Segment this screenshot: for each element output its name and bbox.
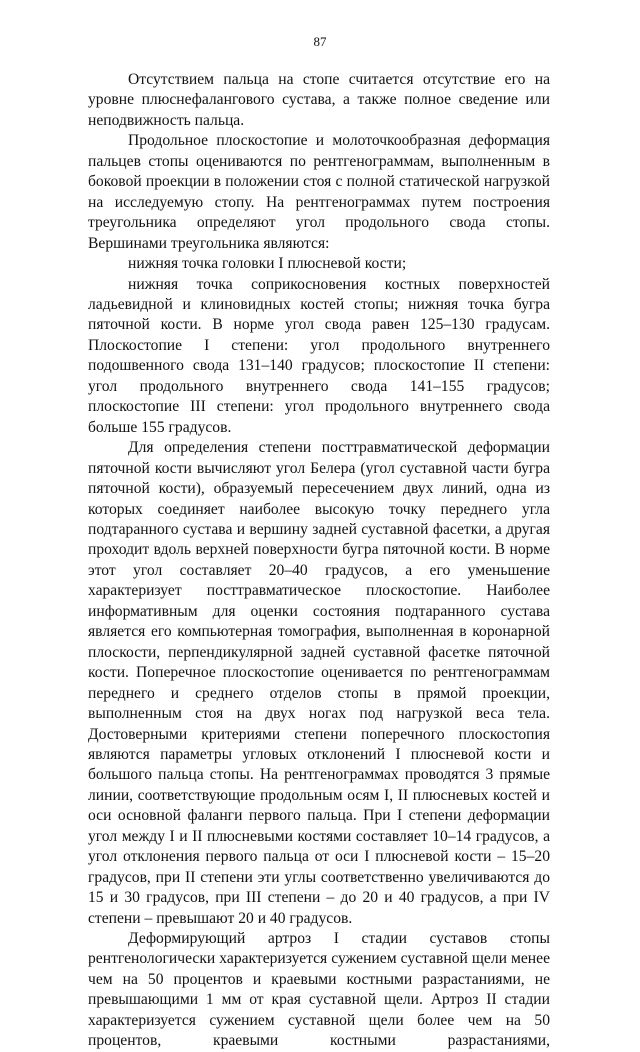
paragraph-vertex-2-grades: нижняя точка соприкосновения костных поверхностей ладьевидной и клиновидных костей стопы; нижняя точка бугра пяточной кости. В норме угол свода равен 125–130 градусам. Плоскостопие I степени: угол продольного внутреннего подошвенного свода 131–140 градусов; плоскостопие II степени: угол продольного внутреннего свода 141–155 градусов; плоскостопие III степени: угол продольного внутреннего свода больше 155 градусов. [88, 275, 550, 436]
paragraph-toe-absence: Отсутствием пальца на стопе считается отсутствие его на уровне плюснефалангового сустава, а также полное сведение или неподвижность пальца. [88, 71, 550, 129]
paragraph-longitudinal-flatfoot: Продольное плоскостопие и молоточкообразная деформация пальцев стопы оцениваются по рентгенограммам, выполненным в боковой проекции в положении стоя с полной статической нагрузкой на исследуемую стопу. На рентгенограммах путем построения треугольника определяют угол продольного свода стопы. Вершинами треугольника являются: [88, 132, 550, 252]
paragraph-vertex-1: нижняя точка головки I плюсневой кости; [128, 255, 407, 273]
paragraph-bohler-angle-transverse: Для определения степени посттравматической деформации пяточной кости вычисляют угол Белера (угол суставной части бугра пяточной кости), образуемый пересечением двух линий, одна из которых соединяет наиболее высокую точку переднего угла подтаранного сустава и вершину задней суставной фасетки, а другая проходит вдоль верхней поверхности бугра пяточной кости. В норме этот угол составляет 20–40 градусов, а его уменьшение характеризует посттравматическое плоскостопие. Наиболее информативным для оценки состояния подтаранного сустава является его компьютерная томография, выполненная в коронарной плоскости, перпендикулярной задней суставной фасетке пяточной кости. Поперечное плоскостопие оценивается по рентгенограммам переднего и среднего отделов стопы в прямой проекции, выполненным стоя на двух ногах под нагрузкой веса тела. Достоверными критериями степени поперечного плоскостопия являются параметры угловых отклонений I плюсневой кости и большого пальца стопы. На рентгенограммах проводятся 3 прямые линии, соответствующие продольным осям I, II плюсневых костей и оси основной фаланги первого пальца. При I степени деформации угол между I и II плюсневыми костями составляет 10–14 градусов, а угол отклонения первого пальца от оси I плюсневой кости – 15–20 градусов, при II степени эти углы соответственно увеличиваются до 15 и 30 градусов, при III степени – до 20 и 40 градусов, а при IV степени – превышают 20 и 40 градусов. [88, 439, 550, 927]
page-number: 87 [313, 34, 327, 49]
document-body [88, 70, 550, 1052]
paragraph-arthrosis: Деформирующий артроз I стадии суставов стопы рентгенологически характеризуется сужением суставной щели менее чем на 50 процентов и краевыми костными разрастаниями, не превышающими 1 мм от края суставной щели. Артроз II стадии характеризуется сужением суставной щели более чем на 50 процентов, краевыми костными разрастаниями, [88, 930, 550, 1050]
